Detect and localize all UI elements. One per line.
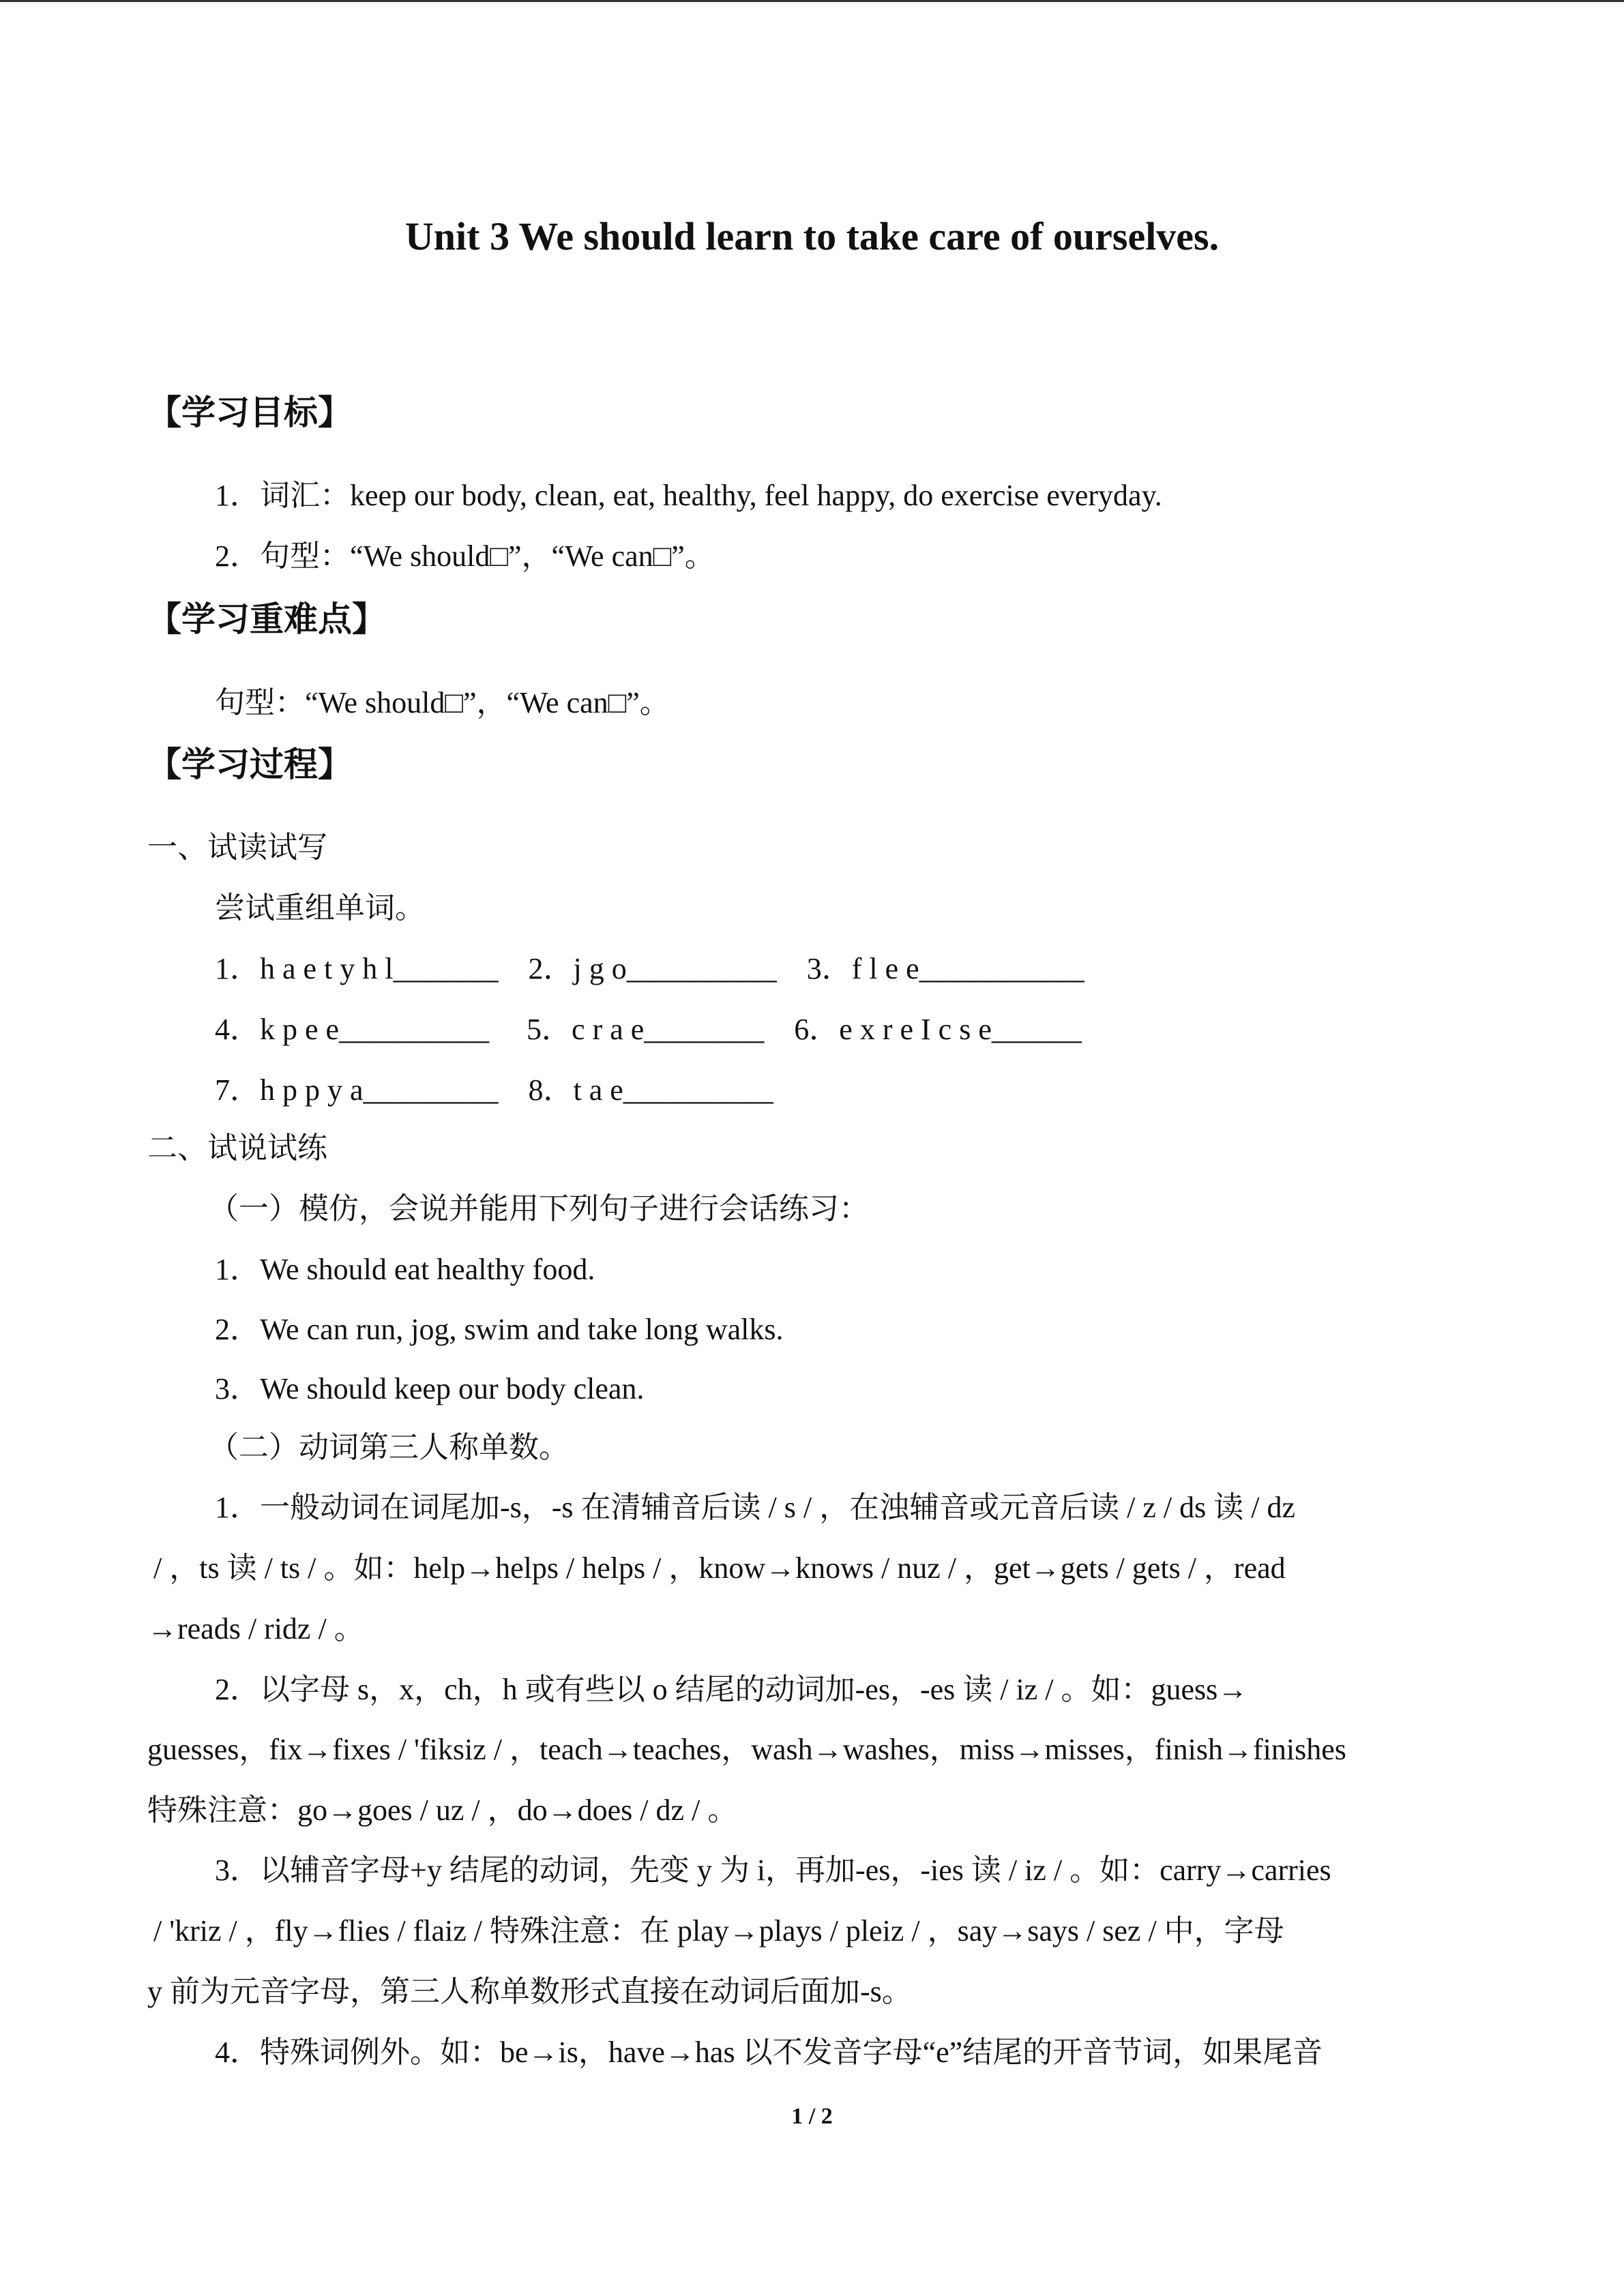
- rule-3-line-3: y 前为元音字母，第三人称单数形式直接在动词后面加-s。: [147, 1975, 912, 2008]
- practice-sentence-3: 3．We should keep our body clean.: [215, 1372, 645, 1405]
- page-number: 1 / 2: [791, 2104, 833, 2129]
- document-title: Unit 3 We should learn to take care of ourselves.: [404, 214, 1220, 258]
- rule-1-line-3: →reads / ridz / 。: [147, 1612, 364, 1645]
- rule-3-line-1: 3．以辅音字母+y 结尾的动词，先变 y 为 i，再加-es，-ies 读 / iz / 。如：carry→carries: [215, 1853, 1331, 1887]
- word-scramble-row-3: 7．h p p y a_________ 8．t a e__________: [215, 1073, 773, 1107]
- practice-sentence-2: 2．We can run, jog, swim and take long walks.: [215, 1313, 784, 1346]
- rule-2-line-3: 特殊注意：go→goes / uz / ，do→does / dz / 。: [147, 1793, 738, 1827]
- rule-2-line-1: 2．以字母 s，x，ch，h 或有些以 o 结尾的动词加-es，-es 读 / iz / 。如：guess→: [215, 1673, 1248, 1706]
- practice-sentence-1: 1．We should eat healthy food.: [215, 1253, 595, 1286]
- word-scramble-row-1: 1．h a e t y h l_______ 2．j g o__________ 3．f l e e___________: [215, 952, 1084, 985]
- part2-subheading-2: （二）动词第三人称单数。: [209, 1431, 569, 1464]
- rule-1-line-2: / ，ts 读 / ts / 。如：help→helps / helps / ，know→knows / nuz / ，get→gets / gets / ，read: [153, 1551, 1286, 1585]
- rule-2-line-2: guesses，fix→fixes / 'fiksiz / ，teach→teaches，wash→washes，miss→misses，finish→finishes: [147, 1733, 1346, 1766]
- page-top-border: [0, 0, 1624, 2]
- rule-4-line-1: 4．特殊词例外。如：be→is，have→has 以不发音字母“e”结尾的开音节词，如果尾音: [215, 2036, 1323, 2069]
- section-heading-goals: 【学习目标】: [147, 393, 352, 432]
- part2-heading: 二、试说试练: [147, 1131, 327, 1165]
- word-scramble-row-2: 4．k p e e__________ 5．c r a e________ 6．e x r e I c s e______: [215, 1013, 1082, 1046]
- rule-1-line-1: 1．一般动词在词尾加-s，-s 在清辅音后读 / s / ，在浊辅音或元音后读 / z / ds 读 / dz: [215, 1491, 1295, 1524]
- section-heading-process: 【学习过程】: [147, 745, 352, 784]
- goal-vocab: 1．词汇：keep our body, clean, eat, healthy, feel happy, do exercise everyday.: [215, 479, 1162, 512]
- section-heading-key-points: 【学习重难点】: [147, 599, 386, 639]
- part1-heading: 一、试读试写: [147, 831, 327, 864]
- part1-instruction: 尝试重组单词。: [215, 891, 425, 925]
- rule-3-line-2: / 'kriz / ，fly→flies / flaiz / 特殊注意：在 play→plays / pleiz / ，say→says / sez / 中，字母: [153, 1914, 1284, 1948]
- key-points-text: 句型：“We should□”，“We can□”。: [215, 686, 670, 719]
- part2-subheading-1: （一）模仿，会说并能用下列句子进行会话练习：: [209, 1192, 869, 1225]
- goal-sentences: 2．句型：“We should□”，“We can□”。: [215, 539, 715, 573]
